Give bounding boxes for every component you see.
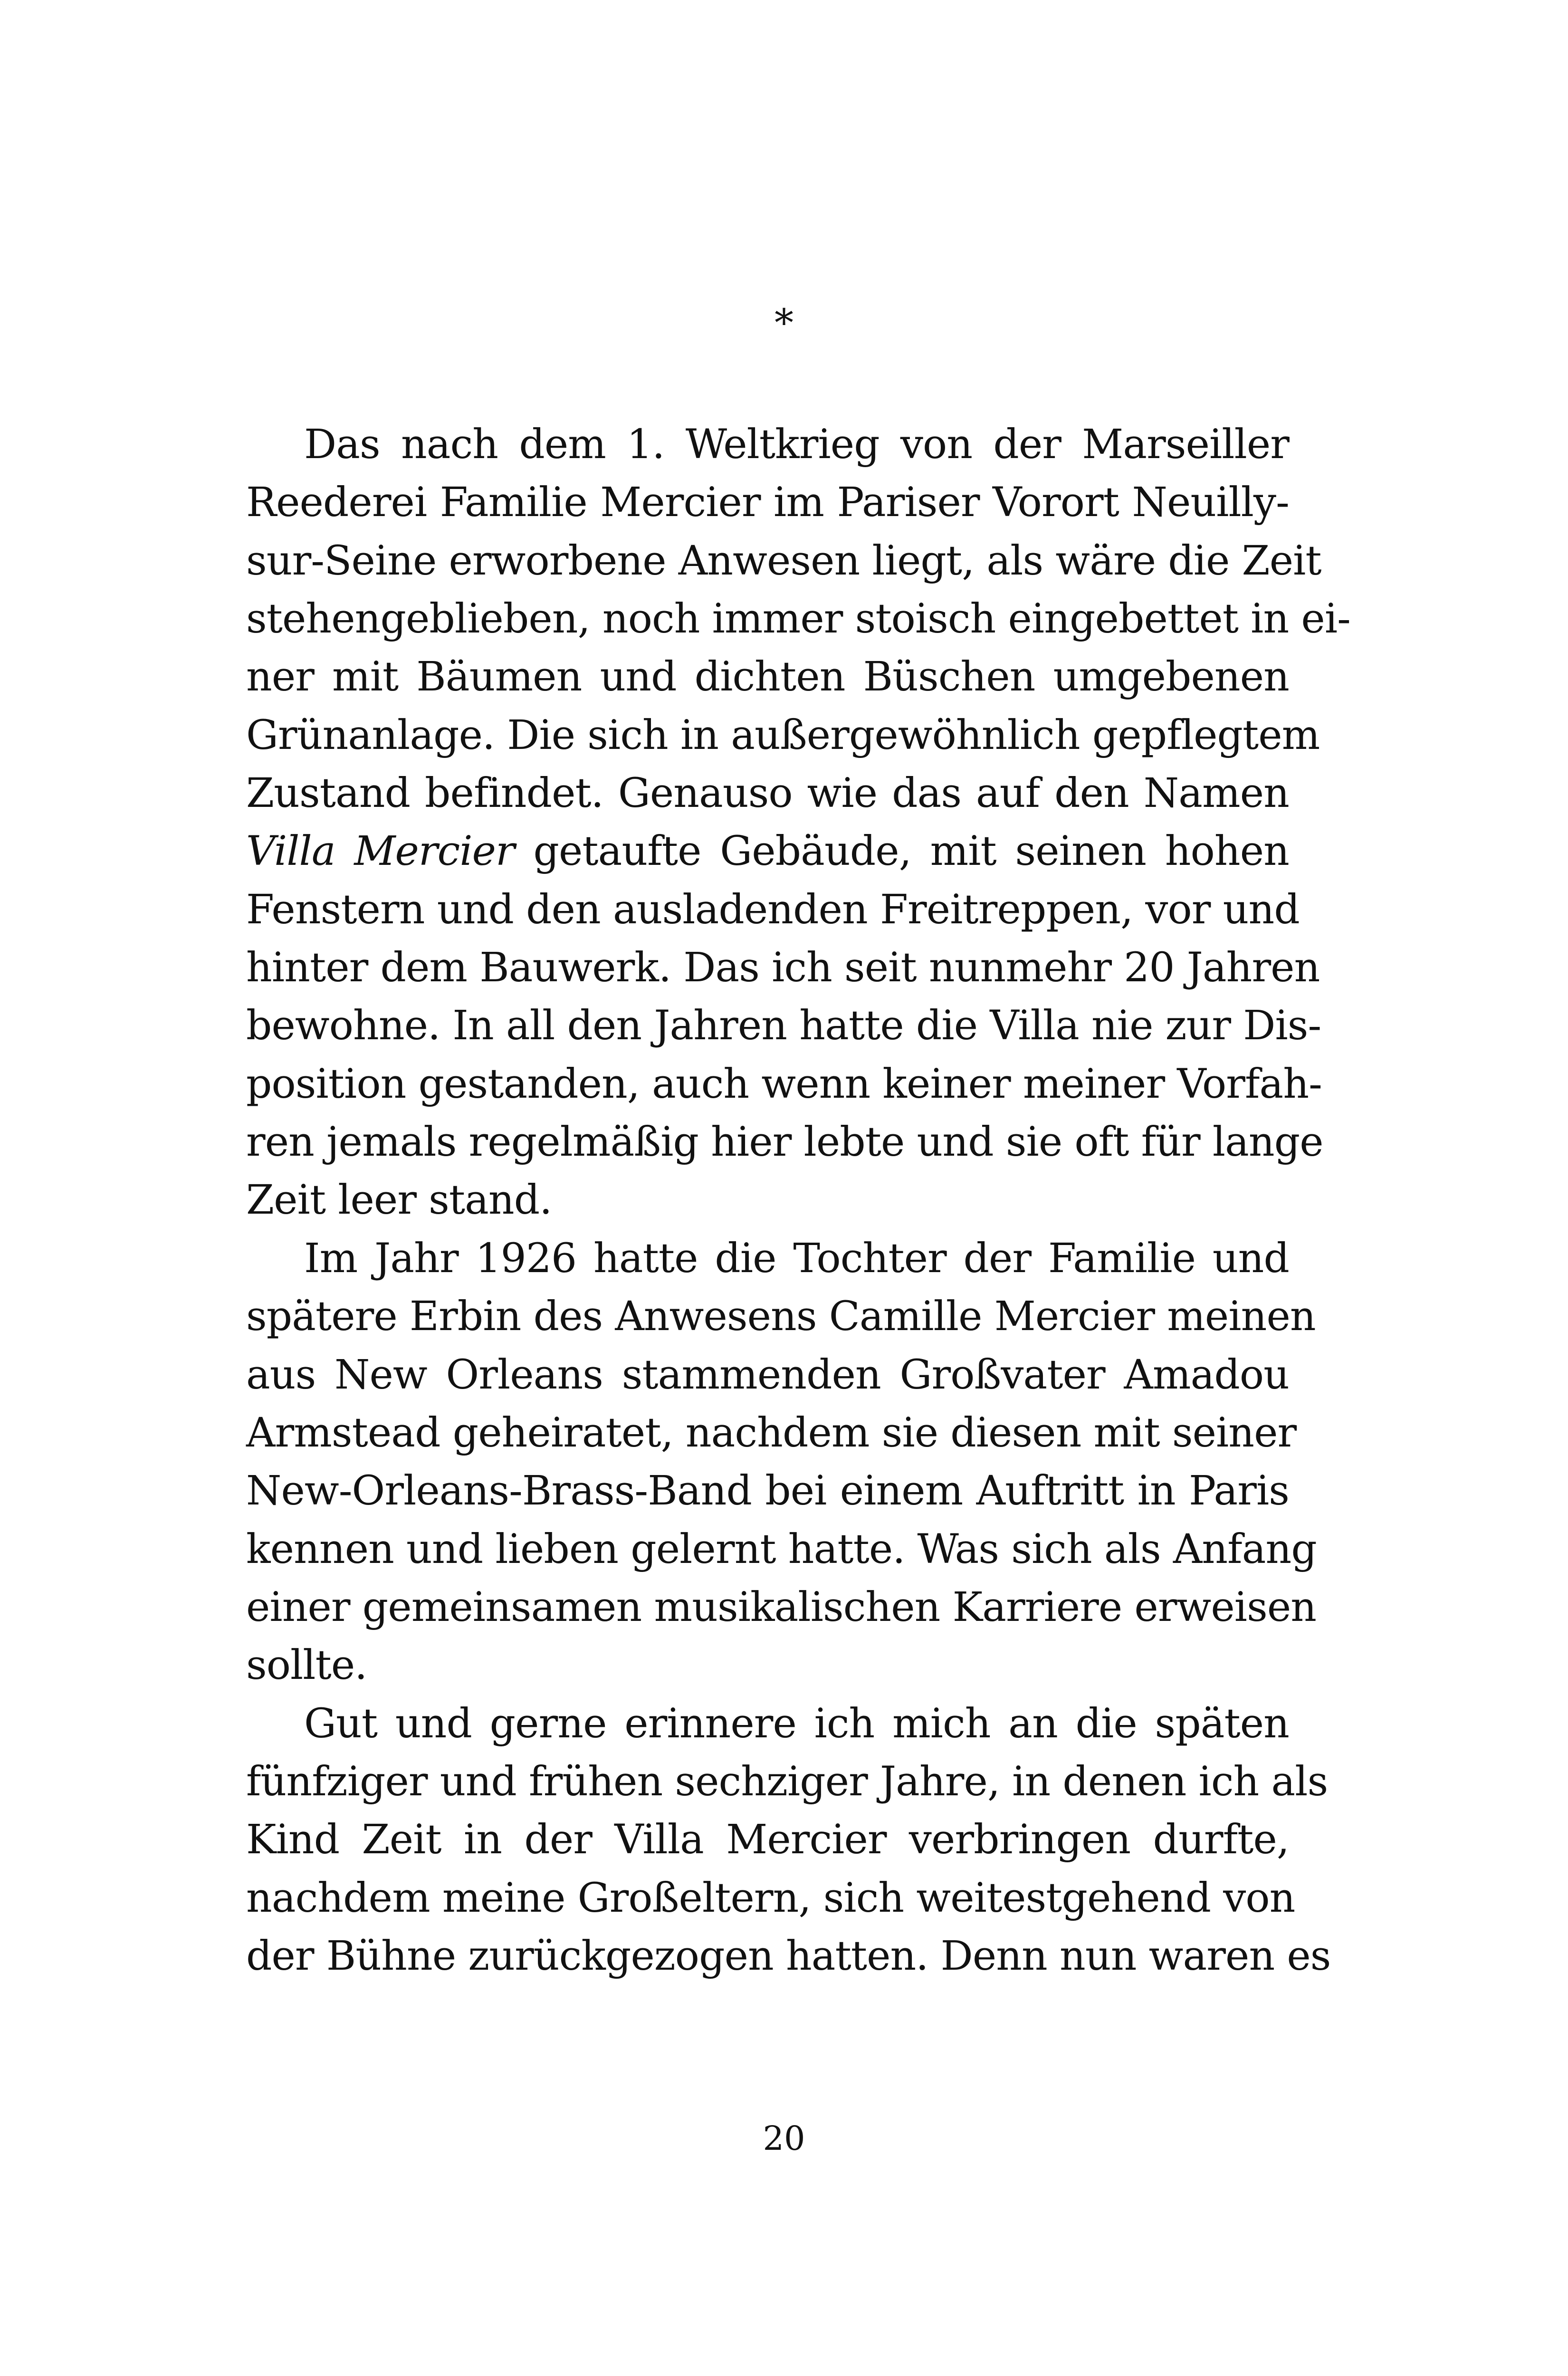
text-line: Fenstern und den ausladenden Freitreppen, vor und (246, 886, 1300, 933)
text-line: kennen und lieben gelernt hatte. Was sich als Anfang (246, 1525, 1317, 1573)
text-line: spätere Erbin des Anwesens Camille Mercier meinen (246, 1293, 1316, 1341)
text-line: bewohne. In all den Jahren hatte die Villa nie zur Dis- (246, 1002, 1321, 1050)
body-text (246, 416, 1350, 1985)
text-line: Armstead geheiratet, nachdem sie diesen mit seiner (246, 1409, 1297, 1456)
text-line: Im Jahr 1926 hatte die Tochter der Familie und (304, 1235, 1289, 1282)
text-line: Zustand befindet. Genauso wie das auf den Namen (246, 770, 1289, 817)
text-line: fünfziger und frühen sechziger Jahre, in denen ich als (246, 1758, 1328, 1805)
text-line: aus New Orleans stammenden Großvater Amadou (246, 1351, 1289, 1399)
text-line: Reederei Familie Mercier im Pariser Vorort Neuilly- (246, 479, 1289, 527)
text-line: hinter dem Bauwerk. Das ich seit nunmehr 20 Jahren (246, 944, 1320, 992)
italic-villa-name: Villa Mercier (246, 828, 515, 875)
text-line: Zeit leer stand. (246, 1177, 552, 1224)
text-line: ner mit Bäumen und dichten Büschen umgebenen (246, 653, 1289, 701)
text-line: ren jemals regelmäßig hier lebte und sie oft für lange (246, 1119, 1323, 1166)
text-line: einer gemeinsamen musikalischen Karriere erweisen (246, 1583, 1317, 1631)
text-line: stehengeblieben, noch immer stoisch eingebettet in ei- (246, 595, 1350, 643)
text-line: position gestanden, auch wenn keiner meiner Vorfah- (246, 1060, 1322, 1108)
text-line (246, 823, 1289, 881)
text-line-rest: getaufte Gebäude, mit seinen hohen (514, 828, 1289, 875)
text-line: Gut und gerne erinnere ich mich an die späten (304, 1700, 1289, 1747)
text-line: Kind Zeit in der Villa Mercier verbringen durfte, (246, 1816, 1289, 1864)
text-line: Das nach dem 1. Weltkrieg von der Marseiller (304, 421, 1289, 468)
section-separator: * (774, 301, 794, 345)
text-line: sollte. (246, 1642, 367, 1689)
text-line: nachdem meine Großeltern, sich weitestgehend von (246, 1874, 1295, 1922)
text-line: New-Orleans-Brass-Band bei einem Auftritt in Paris (246, 1467, 1289, 1515)
text-line: der Bühne zurückgezogen hatten. Denn nun waren es (246, 1932, 1331, 1980)
text-line: Grünanlage. Die sich in außergewöhnlich gepflegtem (246, 711, 1320, 759)
text-line: sur-Seine erworbene Anwesen liegt, als wäre die Zeit (246, 537, 1321, 584)
page-number: 20 (763, 2119, 805, 2158)
